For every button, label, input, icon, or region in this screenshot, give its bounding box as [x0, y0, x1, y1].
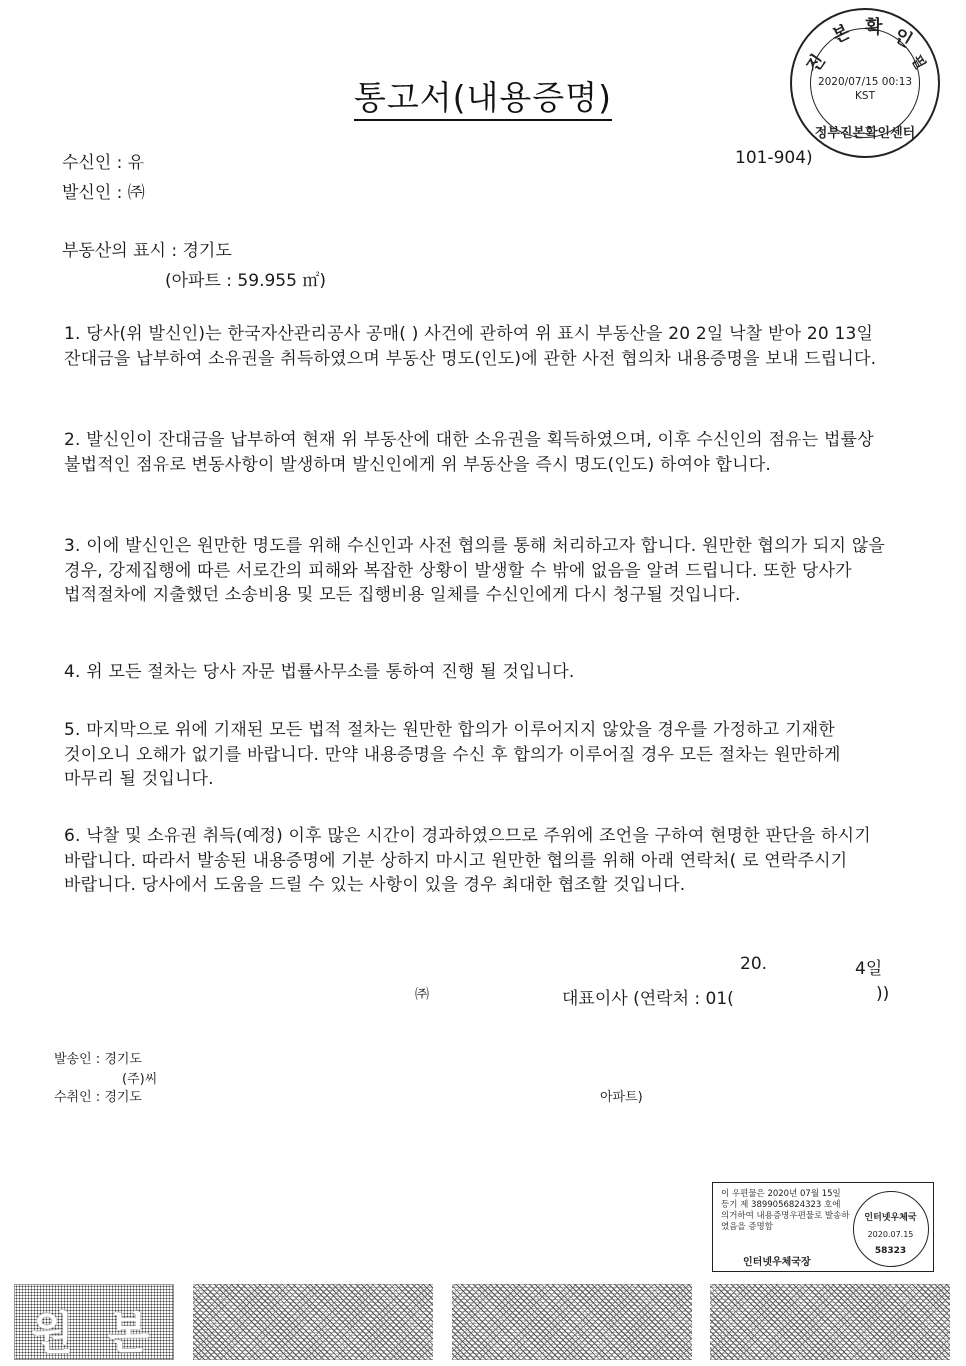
seal-date: 2020/07/15 00:13 [817, 76, 913, 88]
post-office-chief: 인터넷우체국장 [743, 1257, 811, 1268]
seal-char-4: 인 [890, 24, 916, 52]
representative-line: 대표이사 (연락처 : 01( [562, 989, 734, 1009]
paragraph-3: 3. 이에 발신인은 원만한 명도를 위해 수신인과 사전 협의를 통해 처리하고자 합니다. 원만한 협의가 되지 않을 경우, 강제집행에 따른 서로간의 피해와 복잡한 상황이 발생할 수 밖에 없음을 알려 드립니다. 또한 당사가 법적절차에 지출했던 소송비용 및 모든 집행비용 일체를 수신인에게 다시 청구될 것입니다. [64, 536, 886, 605]
paragraph-4: 4. 위 모든 절차는 당사 자문 법률사무소를 통하여 진행 될 것입니다. [64, 662, 575, 682]
security-pattern-1 [193, 1284, 433, 1360]
post-seal-date: 2020.07.15 [867, 1230, 914, 1239]
seal-char-3: 확 [865, 17, 883, 38]
seal-char-2: 본 [829, 21, 854, 48]
title-text: 통고서(내용증명) [354, 78, 612, 121]
seal-char-5: 필 [907, 52, 929, 73]
paragraph-6: 6. 낙찰 및 소유권 취득(예정) 이후 많은 시간이 경과하였으므로 주위에 조언을 구하여 현명한 판단을 하시기 바랍니다. 따라서 발송된 내용증명에 기분 상하지 마시고 원만한 협의를 위해 아래 연락처( 로 연락주시기 바랍니다. 당사에서 도움을 드릴 수 있는 사항이 있을 경우 최대한 협조할 것입니다. [64, 826, 871, 895]
dispatch-receiver-tail: 아파트) [600, 1090, 643, 1105]
post-seal-number: 58323 [874, 1246, 907, 1256]
paragraph-5: 5. 마지막으로 위에 기재된 모든 법적 절차는 원만한 합의가 이루어지지 않았을 경우를 가정하고 기재한 것이오니 오해가 없기를 바랍니다. 만약 내용증명을 수신 후 합의가 이루어질 경우 모든 절차는 원만하게 마무리 될 것입니다. [64, 720, 841, 789]
post-seal-name: 인터넷우체국 [864, 1213, 917, 1223]
post-office-seal [853, 1191, 929, 1267]
seal-timezone: KST [855, 90, 875, 102]
original-mark-char-2: 본 [107, 1308, 150, 1359]
recipient-unit: 101-904) [735, 148, 813, 168]
paragraph-2: 2. 발신인이 잔대금을 납부하여 현재 위 부동산에 대한 소유권을 획득하였으며, 이후 수신인의 점유는 법률상 불법적인 점유로 변동사항이 발생하며 발신인에게 위 부동산을 즉시 명도(인도) 하여야 합니다. [64, 430, 874, 475]
company-prefix: ㈜ [415, 987, 429, 1003]
document-title [0, 72, 966, 119]
dispatch-sender: 발송인 : 경기도 [54, 1052, 142, 1067]
original-mark [14, 1284, 174, 1360]
property-line: 부동산의 표시 : 경기도 [62, 241, 232, 261]
post-office-text: 이 우편물은 2020년 07월 15일 등기 제 3899056824323 호에 의거하여 내용증명우편물로 발송하였음을 증명함 [721, 1189, 850, 1232]
date-day: 4일 [855, 959, 883, 979]
paragraph-1: 1. 당사(위 발신인)는 한국자산관리공사 공매( ) 사건에 관하여 위 표시 부동산을 20 2일 낙찰 받아 20 13일 잔대금을 납부하여 소유권을 취득하였으며 부동산 명도(인도)에 관한 사전 협의차 내용증명을 보내 드립니다. [64, 324, 877, 369]
security-pattern-2 [452, 1284, 692, 1360]
seal-center-name: 정부진본확인센터 [814, 126, 916, 141]
dispatch-sender-company: (주)씨 [122, 1072, 158, 1087]
original-mark-char-1: 원 [31, 1308, 74, 1359]
post-office-certificate [712, 1182, 934, 1272]
property-detail: (아파트 : 59.955 ㎡) [165, 271, 326, 291]
seal-char-1: 진 [802, 50, 830, 78]
security-pattern-3 [710, 1284, 950, 1360]
sender-line: 발신인 : ㈜ [62, 183, 145, 203]
dispatch-receiver: 수취인 : 경기도 [54, 1090, 142, 1105]
recipient-line: 수신인 : 유 [62, 153, 145, 173]
representative-end: )) [876, 984, 890, 1004]
date-year: 20. [740, 954, 768, 974]
